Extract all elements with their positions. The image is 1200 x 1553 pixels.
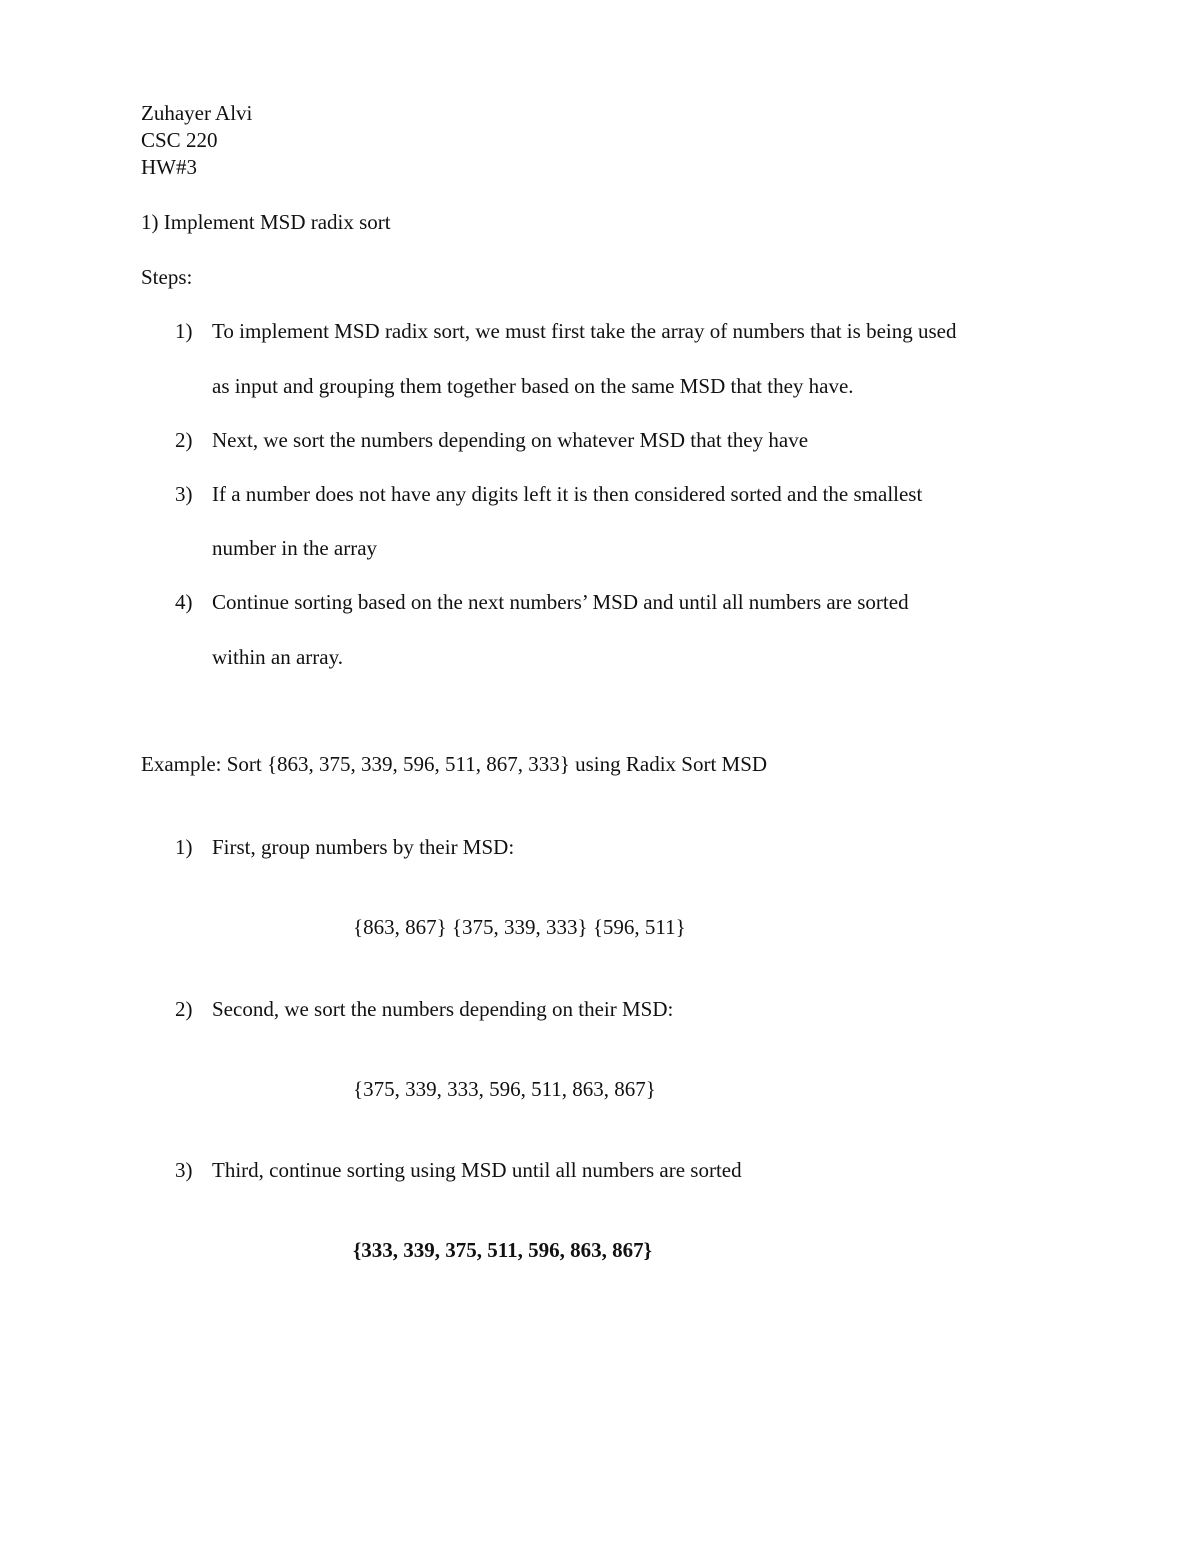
example-step-number: 2) — [175, 997, 193, 1021]
example-step-result: {863, 867} {375, 339, 333} {596, 511} — [353, 915, 686, 939]
example-step-result: {375, 339, 333, 596, 511, 863, 867} — [353, 1077, 656, 1101]
example-step-number: 3) — [175, 1158, 193, 1182]
step-number: 4) — [175, 590, 193, 614]
example-step-number: 1) — [175, 835, 193, 859]
assignment-title: HW#3 — [141, 155, 197, 179]
final-sorted-result: {333, 339, 375, 511, 596, 863, 867} — [353, 1238, 652, 1262]
step-number: 3) — [175, 482, 193, 506]
example-step-text: Second, we sort the numbers depending on their MSD: — [212, 997, 674, 1021]
step-number: 1) — [175, 319, 193, 343]
step-text-continued: as input and grouping them together based on the same MSD that they have. — [212, 374, 854, 398]
step-text: To implement MSD radix sort, we must first take the array of numbers that is being used — [212, 319, 957, 343]
course-code: CSC 220 — [141, 128, 218, 152]
author-name: Zuhayer Alvi — [141, 101, 253, 125]
steps-label: Steps: — [141, 265, 193, 289]
step-text-continued: number in the array — [212, 536, 378, 560]
example-step-text: First, group numbers by their MSD: — [212, 835, 515, 859]
step-text: If a number does not have any digits left it is then considered sorted and the smallest — [212, 482, 923, 506]
step-number: 2) — [175, 428, 193, 452]
question-title: 1) Implement MSD radix sort — [141, 210, 391, 234]
example-step-text: Third, continue sorting using MSD until all numbers are sorted — [212, 1158, 742, 1182]
step-text-continued: within an array. — [212, 645, 344, 669]
step-text: Next, we sort the numbers depending on whatever MSD that they have — [212, 428, 809, 452]
example-title: Example: Sort {863, 375, 339, 596, 511, 867, 333} using Radix Sort MSD — [141, 752, 768, 776]
step-text: Continue sorting based on the next numbers’ MSD and until all numbers are sorted — [212, 590, 909, 614]
